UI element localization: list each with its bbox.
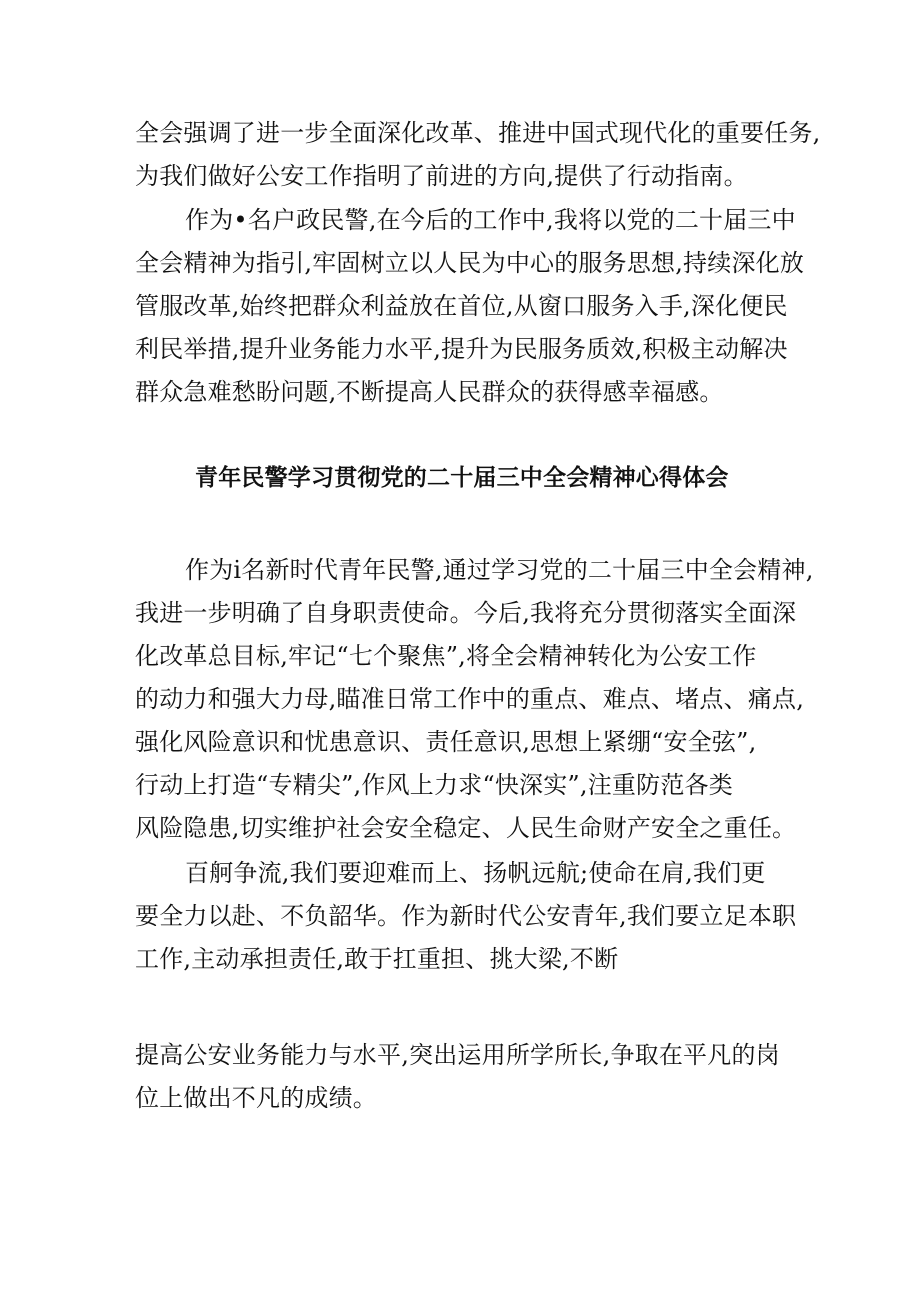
text-line: 位上做出不凡的成绩。 [135,1084,377,1112]
text-line: 群众急难愁盼问题,不断提高人民群众的获得感幸福感。 [135,378,724,406]
text-line: 百舸争流,我们要迎难而上、扬帆远航;使命在肩,我们更 [185,859,766,887]
text-line: 作为•名户政民警,在今后的工作中,我将以党的二十届三中 [185,206,796,234]
text-line: 为我们做好公安工作指明了前进的方向,提供了行动指南。 [135,162,748,190]
section-title: 青年民警学习贯彻党的二十届三中全会精神心得体会 [195,465,729,491]
text-line: 提高公安业务能力与水平,突出运用所学所长,争取在平凡的岗 [135,1041,780,1069]
text-line: 我进一步明确了自身职责使命。今后,我将充分贯彻落实全面深 [135,599,797,627]
text-line: 要全力以赴、不负韶华。作为新时代公安青年,我们要立足本职 [135,902,797,930]
text-line: 化改革总目标,牢记“七个聚焦”,将全会精神转化为公安工作 [135,642,757,670]
text-line: 工作,主动承担责任,敢于扛重担、挑大梁,不断 [135,945,619,973]
text-line: 作为i名新时代青年民警,通过学习党的二十届三中全会精神, [185,556,814,584]
text-line: 全会强调了进一步全面深化改革、推进中国式现代化的重要任务, [135,119,821,147]
text-line: 管服改革,始终把群众利益放在首位,从窗口服务入手,深化便民 [135,292,788,320]
text-line: 风险隐患,切实维护社会安全稳定、人民生命财产安全之重任。 [135,814,797,842]
text-line: 强化风险意识和忧患意识、责任意识,思想上紧绷“安全弦”, [135,728,757,756]
text-line: 的动力和强大力母,瞄准日常工作中的重点、难点、堵点、痛点, [135,685,805,713]
text-line: 行动上打造“专精尖”,作风上力求“快深实”,注重防范各类 [135,771,733,799]
text-line: 全会精神为指引,牢固树立以人民为中心的服务思想,持续深化放 [135,249,805,277]
text-line: 利民举措,提升业务能力水平,提升为民服务质效,积极主动解决 [135,335,788,363]
